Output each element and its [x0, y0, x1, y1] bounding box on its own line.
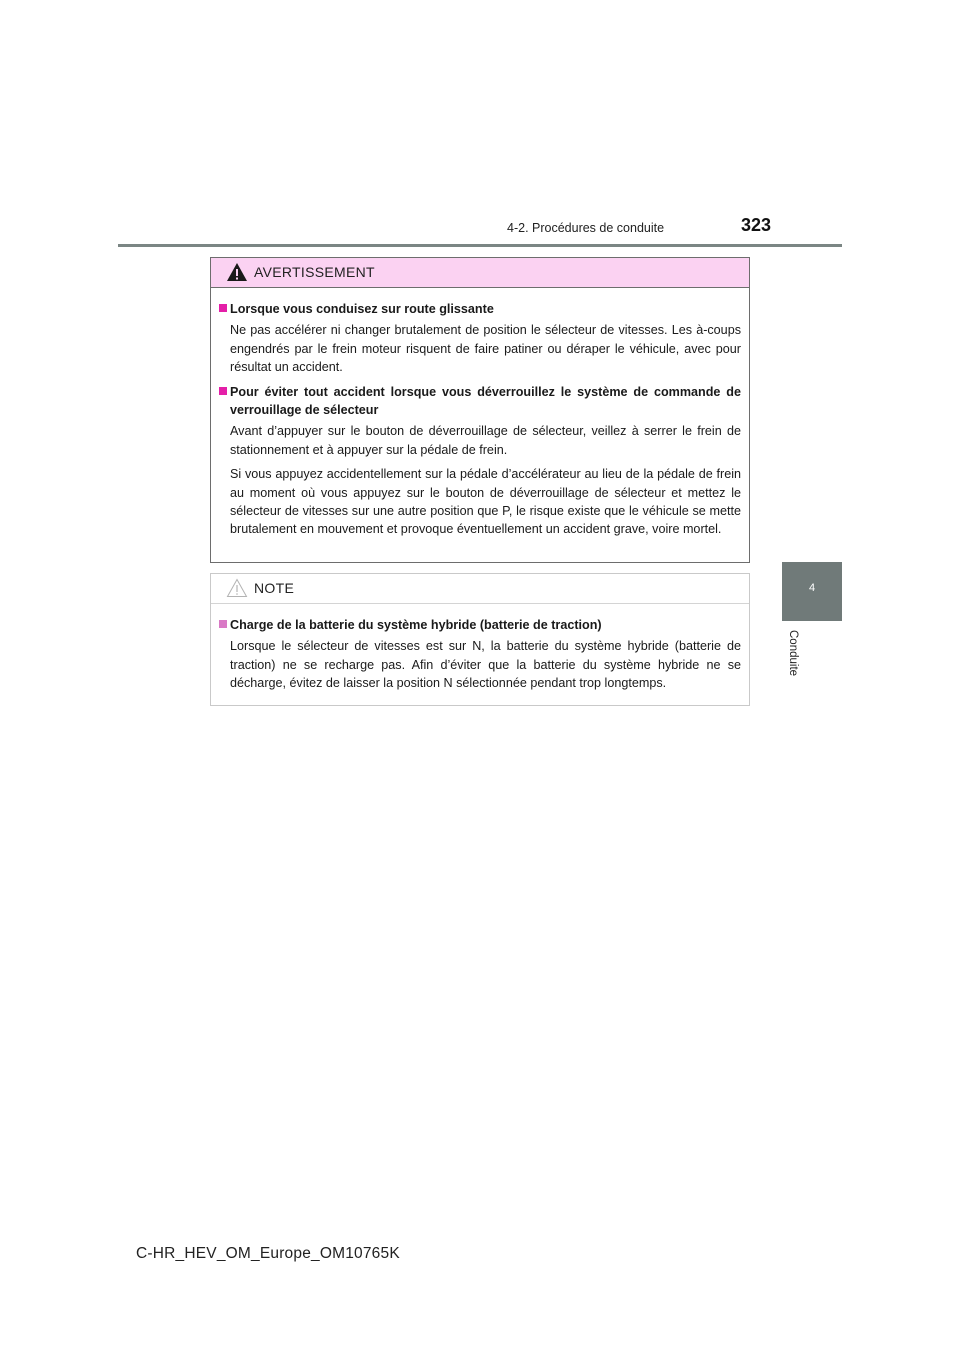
warning-box-content	[211, 288, 749, 539]
note-item-paragraph: Lorsque le sélecteur de vitesses est sur N, la batterie du système hybride (batterie de traction) ne se recharge pas. Afin d’éviter que la batterie du système hybride ne se décharge, évitez de laisser la position N sélectionnée pendant trop longtemps.	[230, 639, 741, 691]
header-rule	[118, 244, 842, 247]
note-item-title: Charge de la batterie du système hybride (batterie de traction)	[219, 616, 741, 634]
warning-triangle-icon	[226, 261, 248, 283]
warning-box	[210, 257, 750, 563]
square-bullet-icon	[219, 304, 227, 312]
warning-item-paragraph: Si vous appuyez accidentellement sur la pédale d’accélérateur au lieu de la pédale de frein au moment où vous appuyez sur le bouton de déverrouillage de sélecteur et mettez le sélecteur de vitesses sur une autre position que P, le risque existe que le véhicule se mette brutalement en mouvement et provoque éventuellement un accident grave, voire mortel.	[230, 467, 741, 537]
note-item	[219, 616, 741, 693]
note-box-header	[211, 574, 749, 604]
note-box-title: NOTE	[254, 580, 295, 596]
header-section: 4-2. Procédures de conduite	[507, 221, 665, 235]
footer-doc-id: C-HR_HEV_OM_Europe_OM10765K	[136, 1245, 400, 1262]
square-bullet-icon	[219, 387, 227, 395]
chapter-name: Conduite	[787, 630, 799, 677]
warning-item	[219, 300, 741, 377]
page-number: 323	[741, 215, 772, 235]
warning-box-header	[211, 258, 749, 288]
note-box-content	[211, 604, 749, 693]
chapter-number: 4	[808, 582, 816, 594]
warning-item-title: Lorsque vous conduisez sur route glissante	[219, 300, 741, 318]
warning-item-paragraph: Ne pas accélérer ni changer brutalement de position le sélecteur de vitesses. Les à-coups engendrés par le frein moteur risquent de faire patiner ou déraper le véhicule, avec pour résultat un accident.	[230, 323, 741, 375]
chapter-tab[interactable]	[782, 562, 842, 621]
caution-triangle-outline-icon	[226, 577, 248, 599]
square-bullet-icon	[219, 620, 227, 628]
warning-box-title: AVERTISSEMENT	[254, 264, 375, 280]
warning-item-title: Pour éviter tout accident lorsque vous déverrouillez le système de commande de verrouillage de sélecteur	[219, 383, 741, 420]
warning-item-paragraph: Avant d’appuyer sur le bouton de déverrouillage de sélecteur, veillez à serrer le frein de stationnement et à appuyer sur la pédale de frein.	[230, 424, 741, 457]
note-box	[210, 573, 750, 706]
warning-item	[219, 383, 741, 539]
